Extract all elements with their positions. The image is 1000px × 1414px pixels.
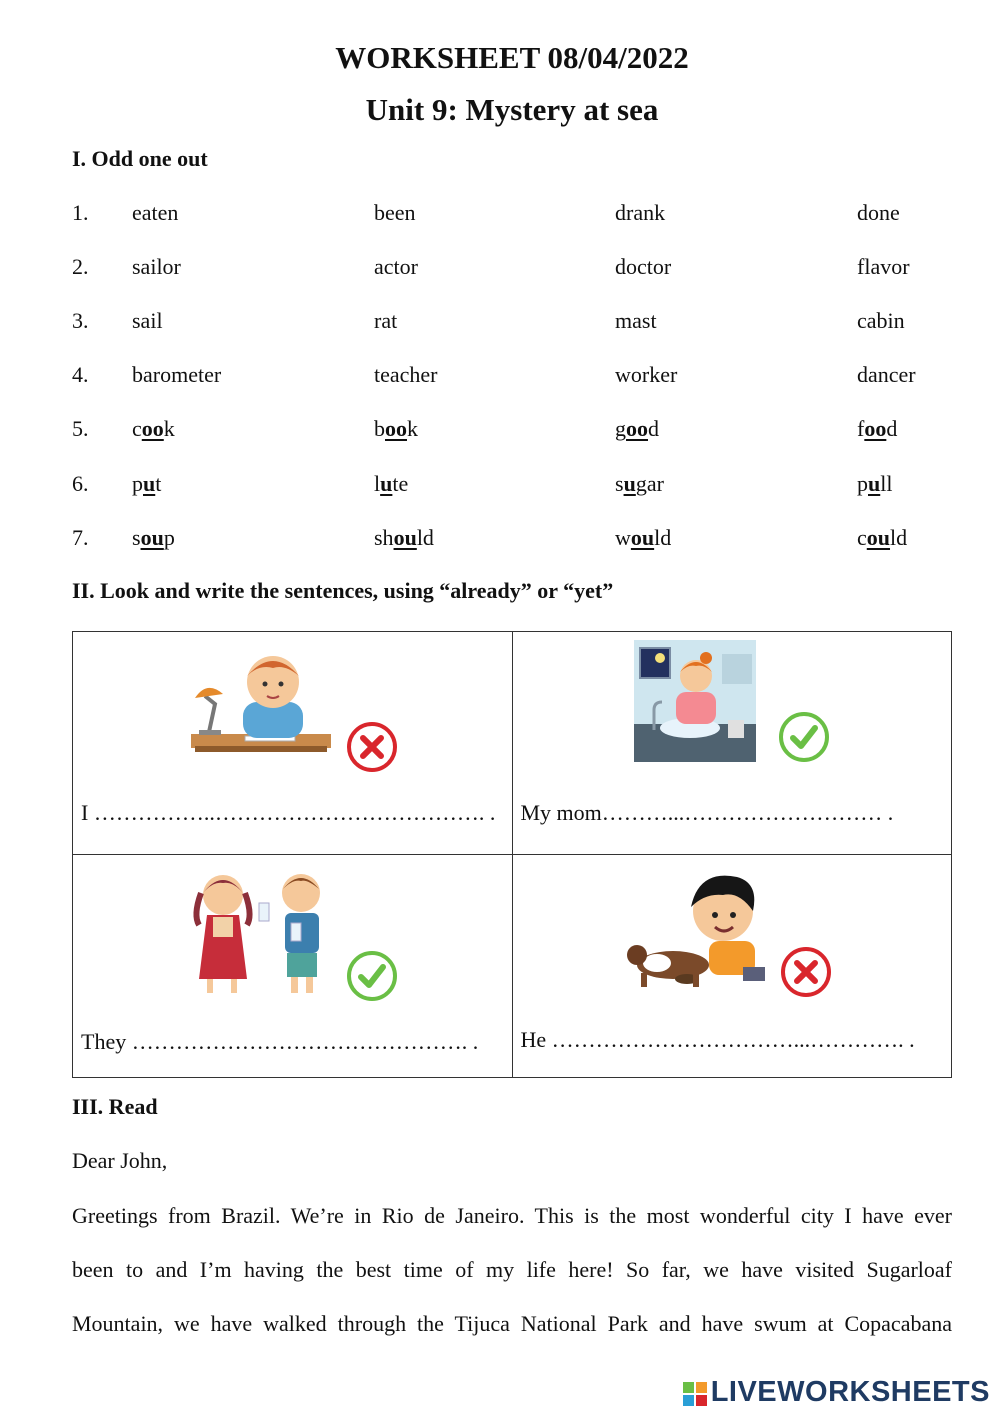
word-part: c xyxy=(132,416,142,441)
underlined-sound: oo xyxy=(385,416,407,441)
word-part: ld xyxy=(654,525,672,550)
word-part: ll xyxy=(880,471,893,496)
word-part: done xyxy=(857,200,900,225)
word-part: gar xyxy=(635,471,664,496)
word-option xyxy=(374,308,397,334)
word-part: d xyxy=(648,416,659,441)
sentence-blank-4: He ……………………………...…………. . xyxy=(520,1027,915,1052)
word-option xyxy=(615,471,664,497)
word-part: sh xyxy=(374,525,394,550)
picture-grid xyxy=(72,631,952,1078)
word-part: l xyxy=(374,471,381,496)
word-option xyxy=(615,525,671,551)
row-number: 7. xyxy=(72,525,89,550)
word-option xyxy=(374,471,408,497)
underlined-sound: oo xyxy=(626,416,648,441)
worksheet-title: WORKSHEET 08/04/2022 xyxy=(335,40,689,75)
section-odd-one-out-heading: I. Odd one out xyxy=(72,146,208,171)
word-option xyxy=(374,362,438,388)
word-part: s xyxy=(132,525,141,550)
word-part: b xyxy=(374,416,385,441)
word-part: ld xyxy=(416,525,434,550)
section-read-heading: III. Read xyxy=(72,1094,158,1119)
word-part: flavor xyxy=(857,254,910,279)
word-option xyxy=(615,254,671,280)
word-part: rat xyxy=(374,308,398,333)
underlined-sound: oo xyxy=(141,416,164,441)
underlined-sound: ou xyxy=(866,525,891,550)
brand-text: LIVEWORKSHEETS xyxy=(710,1376,990,1408)
letter-line-1: Greetings from Brazil. We’re in Rio de Janeiro. This is the most wonderful city I have ever xyxy=(72,1203,952,1228)
liveworksheets-watermark xyxy=(683,1376,990,1409)
picture-cell-1 xyxy=(73,632,513,855)
word-part: eaten xyxy=(132,200,179,225)
word-option xyxy=(857,471,892,497)
underlined-sound: ou xyxy=(630,525,655,550)
underlined-sound: u xyxy=(380,471,393,496)
word-part: p xyxy=(163,525,175,550)
word-option xyxy=(857,416,897,442)
word-option xyxy=(132,416,175,442)
underlined-sound: ou xyxy=(393,525,417,550)
word-option xyxy=(132,308,163,334)
cross-mark-icon xyxy=(345,720,399,774)
sentence-blank-1: I ……………..………………………………. . xyxy=(81,800,496,825)
word-part: w xyxy=(615,525,631,550)
word-part: g xyxy=(615,416,626,441)
underlined-sound: oo xyxy=(864,416,887,441)
word-option xyxy=(132,525,175,551)
word-part: teacher xyxy=(374,362,438,387)
word-part: k xyxy=(163,416,175,441)
letter-salutation: Dear John, xyxy=(72,1148,168,1173)
word-part: te xyxy=(392,471,409,496)
word-part: d xyxy=(886,416,898,441)
word-option xyxy=(615,200,665,226)
row-number: 2. xyxy=(72,254,89,279)
word-option xyxy=(132,200,178,226)
word-option xyxy=(374,200,416,226)
word-part: f xyxy=(857,416,865,441)
picture-cell-3 xyxy=(73,855,513,1078)
underlined-sound: ou xyxy=(140,525,164,550)
underlined-sound: u xyxy=(143,471,156,496)
unit-title: Unit 9: Mystery at sea xyxy=(365,92,659,127)
underlined-sound: u xyxy=(623,471,636,496)
check-mark-icon xyxy=(777,710,831,764)
mom-washing-dishes-picture xyxy=(634,640,758,764)
word-part: doctor xyxy=(615,254,672,279)
word-part: barometer xyxy=(132,362,222,387)
word-part: actor xyxy=(374,254,418,279)
word-part: t xyxy=(155,471,162,496)
row-number: 4. xyxy=(72,362,89,387)
picture-cell-2 xyxy=(512,632,952,855)
word-part: sailor xyxy=(132,254,181,279)
picture-cell-4 xyxy=(512,855,952,1078)
underlined-sound: u xyxy=(868,471,881,496)
row-number: 6. xyxy=(72,471,89,496)
word-option xyxy=(132,362,221,388)
word-part: p xyxy=(132,471,143,496)
row-number: 1. xyxy=(72,200,89,225)
word-option xyxy=(374,525,434,551)
word-option xyxy=(857,362,916,388)
word-part: s xyxy=(615,471,624,496)
word-part: drank xyxy=(615,200,666,225)
word-part: p xyxy=(857,471,868,496)
word-option xyxy=(857,200,900,226)
row-number: 3. xyxy=(72,308,89,333)
sentence-blank-2: My mom………...……………………… . xyxy=(520,800,894,825)
letter-line-2: been to and I’m having the best time of my life here! So far, we have visited Sugarloaf xyxy=(72,1257,952,1282)
check-mark-icon xyxy=(345,949,399,1003)
word-option xyxy=(857,254,910,280)
children-drinking-milk-picture xyxy=(183,865,343,1003)
word-part: ld xyxy=(890,525,908,550)
sentence-blank-3: They ………………………………………. . xyxy=(81,1029,479,1054)
cross-mark-icon xyxy=(779,945,833,999)
section-already-yet-heading: II. Look and write the sentences, using “already” or “yet” xyxy=(72,578,614,603)
word-part: dancer xyxy=(857,362,916,387)
word-option xyxy=(857,308,905,334)
word-part: mast xyxy=(615,308,657,333)
word-part: k xyxy=(407,416,418,441)
word-option xyxy=(615,416,659,442)
row-number: 5. xyxy=(72,416,89,441)
word-part: sail xyxy=(132,308,163,333)
letter-line-3: Mountain, we have walked through the Tijuca National Park and have swum at Copacabana xyxy=(72,1311,952,1336)
word-option xyxy=(615,362,677,388)
word-part: worker xyxy=(615,362,678,387)
boy-feeding-dog-picture xyxy=(627,867,777,995)
word-option xyxy=(374,416,418,442)
liveworksheets-logo-icon xyxy=(683,1381,707,1405)
word-option xyxy=(615,308,657,334)
word-option xyxy=(132,471,161,497)
word-part: c xyxy=(857,525,867,550)
word-option xyxy=(132,254,181,280)
word-option xyxy=(374,254,418,280)
word-option xyxy=(857,525,907,551)
word-part: been xyxy=(374,200,416,225)
word-part: cabin xyxy=(857,308,905,333)
